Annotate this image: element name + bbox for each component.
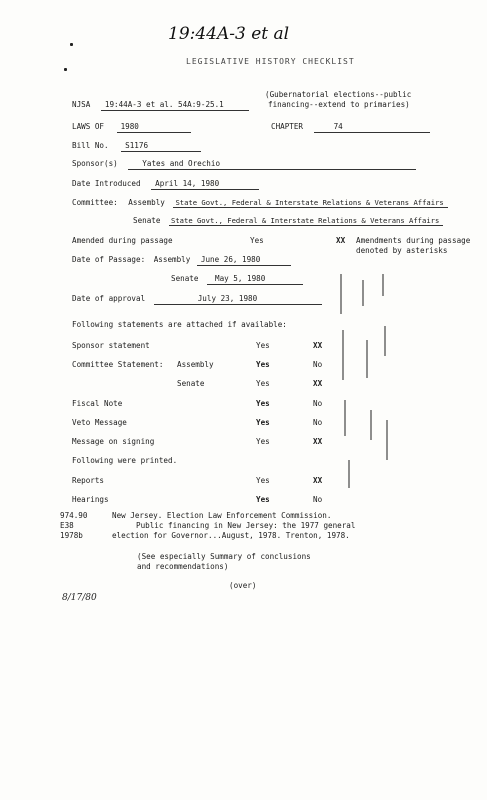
committee-label: Committee: [72,198,118,207]
committee-statement-senate-no: XX [313,379,323,388]
chapter-label: CHAPTER [271,122,304,131]
scan-speck [64,68,67,71]
njsa-value: 19:44A-3 et al. 54A:9-25.1 [101,101,249,111]
njsa-row [72,101,249,111]
chapter-value: 74 [314,123,430,133]
handwritten-title: 19:44A-3 et al [168,24,290,44]
approval-value: July 23, 1980 [154,295,322,305]
following-attached: Following statements are attached if available: [72,320,287,329]
sponsors-row [72,160,416,170]
committee-senate-row [133,217,443,226]
reference-note-1: (See especially Summary of conclusions [137,552,311,561]
amended-label: Amended during passage [72,236,173,245]
committee-assembly-row [72,199,448,208]
message-signing-yes: Yes [256,437,270,446]
fiscal-note-no: No [313,399,323,408]
committee-statement-assembly-label: Assembly [177,360,214,369]
reference-line-3: election for Governor...August, 1978. Trenton, 1978. [112,531,350,540]
reports-no: XX [313,476,323,485]
date-introduced-row [72,180,259,190]
committee-statement-label: Committee Statement: [72,360,164,369]
reference-line-1: New Jersey. Election Law Enforcement Commission. [112,511,332,520]
following-printed: Following were printed. [72,456,178,465]
scan-speck [70,43,73,46]
sponsor-statement-label: Sponsor statement [72,341,150,350]
bill-no-label: Bill No. [72,141,109,150]
passage-assembly-value: June 26, 1980 [197,256,291,266]
njsa-description-1: (Gubernatorial elections--public [265,90,412,99]
sponsors-label: Sponsor(s) [72,159,118,168]
call-number-3: 1978b [60,531,83,540]
amended-note-2: denoted by asterisks [356,246,448,255]
committee-assembly-value: State Govt., Federal & Interstate Relations & Veterans Affairs [173,199,447,208]
fiscal-note-label: Fiscal Note [72,399,123,408]
checklist-title: LEGISLATIVE HISTORY CHECKLIST [186,57,355,66]
committee-senate-value: State Govt., Federal & Interstate Relations & Veterans Affairs [169,217,443,226]
bill-no-value: S1176 [121,142,201,152]
veto-message-label: Veto Message [72,418,127,427]
passage-senate-label: Senate [171,274,199,283]
hearings-label: Hearings [72,495,109,504]
passage-assembly-label: Assembly [153,255,191,264]
passage-senate-value: May 5, 1980 [207,275,303,285]
sponsor-statement-yes: Yes [256,341,270,350]
laws-of-value: 1980 [117,123,191,133]
committee-senate-label: Senate [133,216,161,225]
reference-note-2: and recommendations) [137,562,229,571]
reports-label: Reports [72,476,105,485]
date-introduced-label: Date Introduced [72,179,141,188]
passage-label: Date of Passage: [72,255,146,264]
laws-of-row [72,123,191,133]
amended-no-mark: XX [336,236,346,245]
reference-line-2: Public financing in New Jersey: the 1977 general [136,521,356,530]
njsa-description-2: financing--extend to primaries) [268,100,410,109]
hearings-yes: Yes [256,495,270,504]
committee-assembly-label: Assembly [128,198,165,207]
fiscal-note-yes: Yes [256,399,270,408]
message-signing-no: XX [313,437,323,446]
committee-statement-assembly-yes: Yes [256,360,270,369]
veto-message-no: No [313,418,323,427]
committee-statement-assembly-no: No [313,360,323,369]
over-label: (over) [229,581,257,590]
passage-assembly-row [72,256,291,266]
call-number-2: E38 [60,521,74,530]
handwritten-note: 8/17/80 [62,593,97,603]
faded-stamp [336,270,396,495]
approval-row [72,295,322,305]
hearings-no: No [313,495,323,504]
message-signing-label: Message on signing [72,437,155,446]
sponsors-value: Yates and Orechio [128,160,416,170]
sponsor-statement-no: XX [313,341,323,350]
passage-senate-row [171,275,303,285]
approval-label: Date of approval [72,294,146,303]
date-introduced-value: April 14, 1980 [151,180,259,190]
amended-yes: Yes [250,236,264,245]
chapter-row [271,123,430,133]
call-number-1: 974.90 [60,511,88,520]
bill-no-row [72,142,201,152]
amended-note-1: Amendments during passage [356,236,471,245]
committee-statement-senate-label: Senate [177,379,205,388]
committee-statement-senate-yes: Yes [256,379,270,388]
reports-yes: Yes [256,476,270,485]
veto-message-yes: Yes [256,418,270,427]
laws-of-label: LAWS OF [72,122,105,131]
njsa-label: NJSA [72,100,91,109]
